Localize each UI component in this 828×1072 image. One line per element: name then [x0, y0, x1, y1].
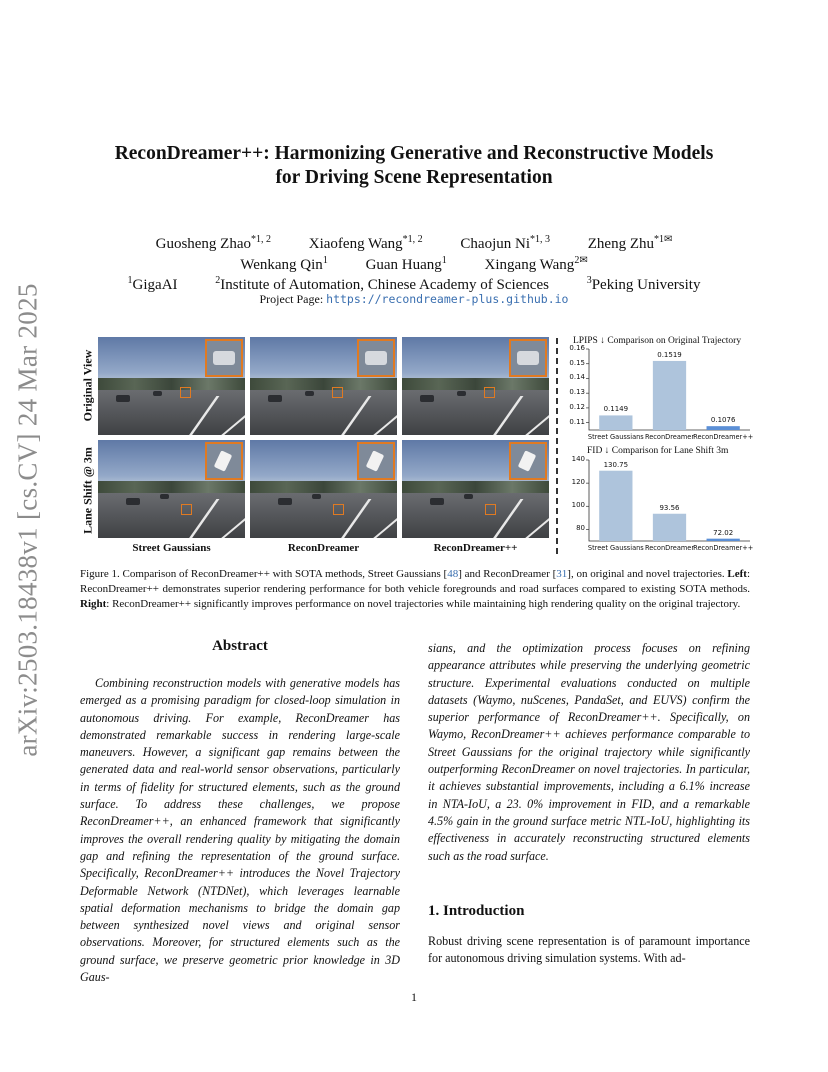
category-label: ReconDreamer — [644, 544, 695, 552]
y-tick-label: 0.16 — [569, 344, 585, 352]
lpips-chart-title: LPIPS ↓ Comparison on Original Trajectory — [573, 336, 742, 346]
y-tick-label: 120 — [571, 478, 585, 487]
project-url-link[interactable]: https://recondreamer-plus.github.io — [326, 292, 569, 306]
bar — [707, 426, 740, 430]
affiliation: $^3$Peking University — [586, 275, 701, 293]
author: Wenkang Qin$^1$ — [240, 255, 328, 273]
y-tick-label: 100 — [571, 501, 585, 510]
category-label: ReconDreamer — [644, 433, 695, 441]
category-label: Street Gaussians — [587, 433, 644, 441]
page-number: 1 — [411, 990, 417, 1004]
arxiv-identifier: arXiv:2503.18438v1 [cs.CV] 24 Mar 2025 — [12, 283, 43, 757]
y-tick-label: 80 — [576, 524, 585, 533]
bar-value-label: 0.1149 — [603, 405, 629, 414]
bar-value-label: 130.75 — [603, 460, 629, 469]
author: Xingang Wang$^{2✉}$ — [484, 255, 588, 273]
abstract-text-left: Combining reconstruction models with generative models has emerged as a promising paradigm for closed-loop simulation in autonomous driving. For example, ReconDreamer has demonstrated remarkable success in rendering large-scale maneuvers. However, a significant gap remains between the generated data and real-world sensor observations, particularly in terms of fidelity for structured elements, such as the ground surface. To address these challenges, we propose ReconDreamer++, an enhanced framework that significantly improves the overall rendering quality by mitigating the domain gap and refining the representation of the ground surface. Specifically, ReconDreamer++ introduces the Novel Trajectory Deformable Network (NTDNet), which leverages learnable spatial deformation mechanisms to bridge the domain gap between synthesized novel views and original sensor observations. Moreover, for structured elements such as the ground surface, we preserve geometric prior knowledge in 3D Gaus- — [80, 676, 400, 985]
author: Xiaofeng Wang$^{*1, 2}$ — [308, 234, 423, 252]
bar-value-label: 0.1076 — [710, 416, 736, 425]
y-tick-label: 0.12 — [569, 402, 585, 411]
bar — [653, 514, 686, 541]
abstract-text-right: sians, and the optimization process focuses on refining appearance attributes while preserving the underlying geometric structure. Experimental evaluations conducted on multiple datasets (Waymo, nuScenes, PandaSet, and EUVS) confirm the superior performance of ReconDreamer++. Specifically, on Waymo, ReconDreamer++ achieves performance comparable to Street Gaussians for the original trajectory while significantly outperforming ReconDreamer on novel trajectories. In particular, it achieves substantial improvements, including a 6.1% increase in NTA-IoU, a 23. 0% improvement in FID, and a remarkable 4.5% gain in the ground surface metric NTL-IoU, highlighting its effectiveness in accurately reconstructing structured elements such as the road surface. — [428, 641, 750, 863]
method-label-recondreamer-plus: ReconDreamer++ — [433, 542, 518, 554]
citation-link[interactable]: 31 — [556, 568, 568, 580]
category-label: Street Gaussians — [587, 544, 644, 552]
introduction-text: Robust driving scene representation is of paramount importance for autonomous driving simulation systems. With ad- — [428, 934, 750, 966]
category-label: ReconDreamer++ — [693, 433, 754, 441]
y-tick-label: 140 — [571, 455, 585, 463]
author: Chaojun Ni$^{*1, 3}$ — [460, 234, 551, 252]
bar — [707, 539, 740, 541]
title-line-2: for Driving Scene Representation — [275, 167, 553, 188]
bar-value-label: 72.02 — [713, 528, 734, 537]
author: Zheng Zhu$^{*1✉}$ — [587, 234, 673, 252]
bar — [653, 361, 686, 430]
abstract-heading: Abstract — [212, 638, 268, 654]
fid-chart-title: FID ↓ Comparison for Lane Shift 3m — [587, 446, 729, 456]
bar — [599, 471, 632, 541]
project-label: Project Page: — [259, 292, 324, 306]
affiliation: $^2$Institute of Automation, Chinese Academy of Sciences — [215, 275, 549, 293]
affiliation: $^1$GigaAI — [127, 275, 178, 293]
row-label-lane-shift: Lane Shift @ 3m — [80, 447, 95, 534]
citation-link[interactable]: 48 — [447, 568, 459, 580]
y-tick-label: 0.11 — [569, 417, 585, 426]
bar — [599, 415, 632, 430]
author: Guosheng Zhao$^{*1, 2}$ — [155, 234, 272, 252]
category-label: ReconDreamer++ — [693, 544, 754, 552]
author: Guan Huang$^1$ — [365, 255, 447, 273]
y-tick-label: 0.15 — [569, 358, 585, 367]
y-tick-label: 0.14 — [569, 373, 585, 382]
figure-caption: Figure 1. Comparison of ReconDreamer++ with SOTA methods, Street Gaussians [48] and ReconDreamer [31], on original and novel trajectories. Left: ReconDreamer++ demonstrates superior rendering performance for both vehicle foregrounds and road surfaces compared to existing SOTA methods. Right: ReconDreamer++ significantly improves performance on novel trajectories while maintaining high rendering quality on the original trajectory. — [80, 568, 750, 610]
y-tick-label: 0.13 — [569, 388, 585, 397]
method-label-recondreamer: ReconDreamer — [287, 542, 360, 554]
bar-value-label: 93.56 — [659, 503, 680, 512]
row-label-original-view: Original View — [80, 349, 95, 422]
introduction-heading: 1. Introduction — [428, 903, 525, 919]
title-line-1: ReconDreamer++: Harmonizing Generative and Reconstructive Models — [114, 143, 714, 164]
method-label-street-gaussians: Street Gaussians — [132, 542, 211, 554]
bar-value-label: 0.1519 — [657, 350, 682, 359]
